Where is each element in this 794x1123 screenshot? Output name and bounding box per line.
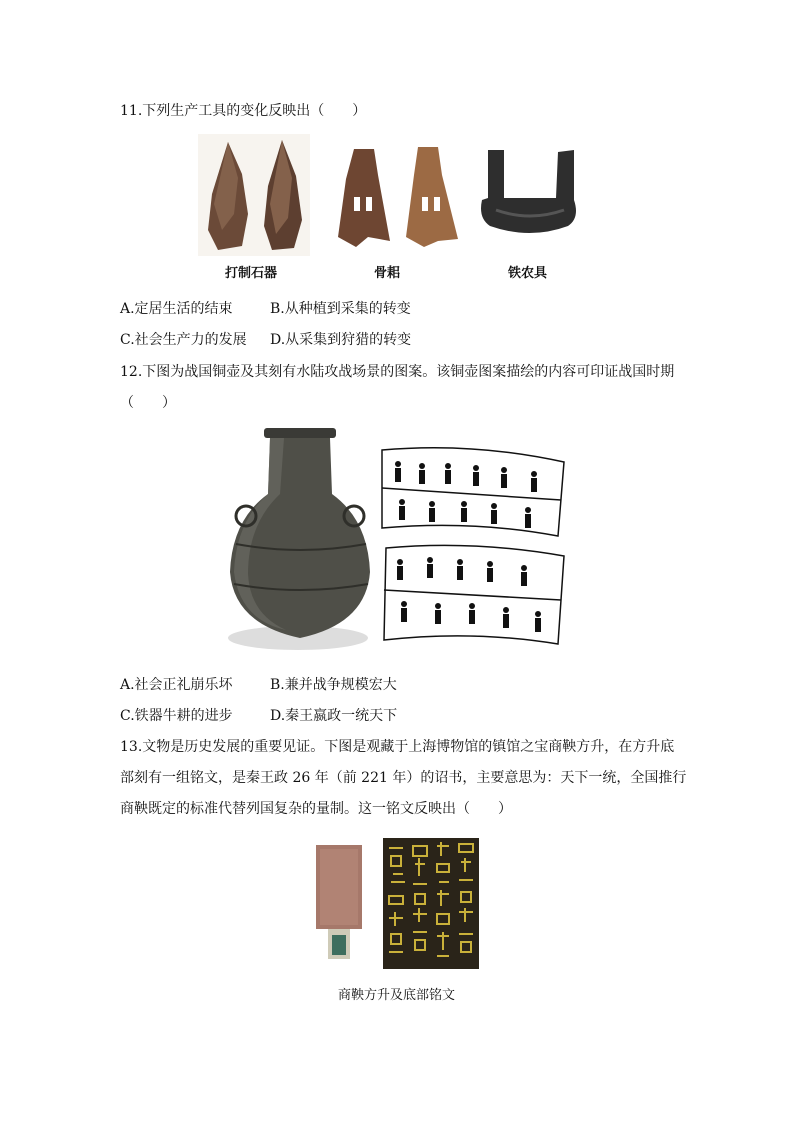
q13-stem-line1: 13.文物是历史发展的重要见证。下图是观藏于上海博物馆的镇馆之宝商鞅方升，在方升底 (120, 739, 675, 755)
shang-yang-measure-image (314, 843, 364, 965)
battle-pattern-image (378, 444, 568, 654)
q12-option-d: D.秦王嬴政一统天下 (270, 708, 398, 724)
q12-option-c: C.铁器牛耕的进步 (120, 708, 233, 724)
stone-tools-image (198, 134, 310, 256)
iron-tool-image (476, 148, 584, 236)
q11-option-d: D.从采集到狩猎的转变 (270, 332, 412, 348)
q11-stem: 11.下列生产工具的变化反映出（ ） (120, 103, 367, 119)
q11-option-b: B.从种植到采集的转变 (270, 301, 411, 317)
q12-option-a: A.社会正礼崩乐坏 (120, 677, 233, 693)
caption-stone-tools: 打制石器 (225, 266, 278, 281)
q13-stem-line2: 部刻有一组铭文，是秦王政 26 年（前 221 年）的诏书，主要意思为：天下一统，全国推行 (120, 770, 687, 786)
q12-option-b: B.兼并战争规模宏大 (270, 677, 397, 693)
q13-caption: 商鞅方升及底部铭文 (338, 988, 456, 1003)
inscription-image (383, 838, 479, 969)
bronze-pot-image (226, 424, 376, 654)
q13-stem-line3: 商鞅既定的标准代替列国复杂的量制。这一铭文反映出（ ） (120, 801, 512, 817)
q12-stem-line1: 12.下图为战国铜壶及其刻有水陆攻战场景的图案。该铜壶图案描绘的内容可印证战国时期 (120, 364, 675, 380)
q11-option-a: A.定居生活的结束 (120, 301, 233, 317)
q12-stem-line2: （ ） (120, 395, 176, 411)
caption-bone-spade: 骨耜 (374, 266, 401, 281)
caption-iron-tools: 铁农具 (508, 266, 548, 281)
bone-spade-image (334, 145, 462, 250)
q11-option-c: C.社会生产力的发展 (120, 332, 247, 348)
